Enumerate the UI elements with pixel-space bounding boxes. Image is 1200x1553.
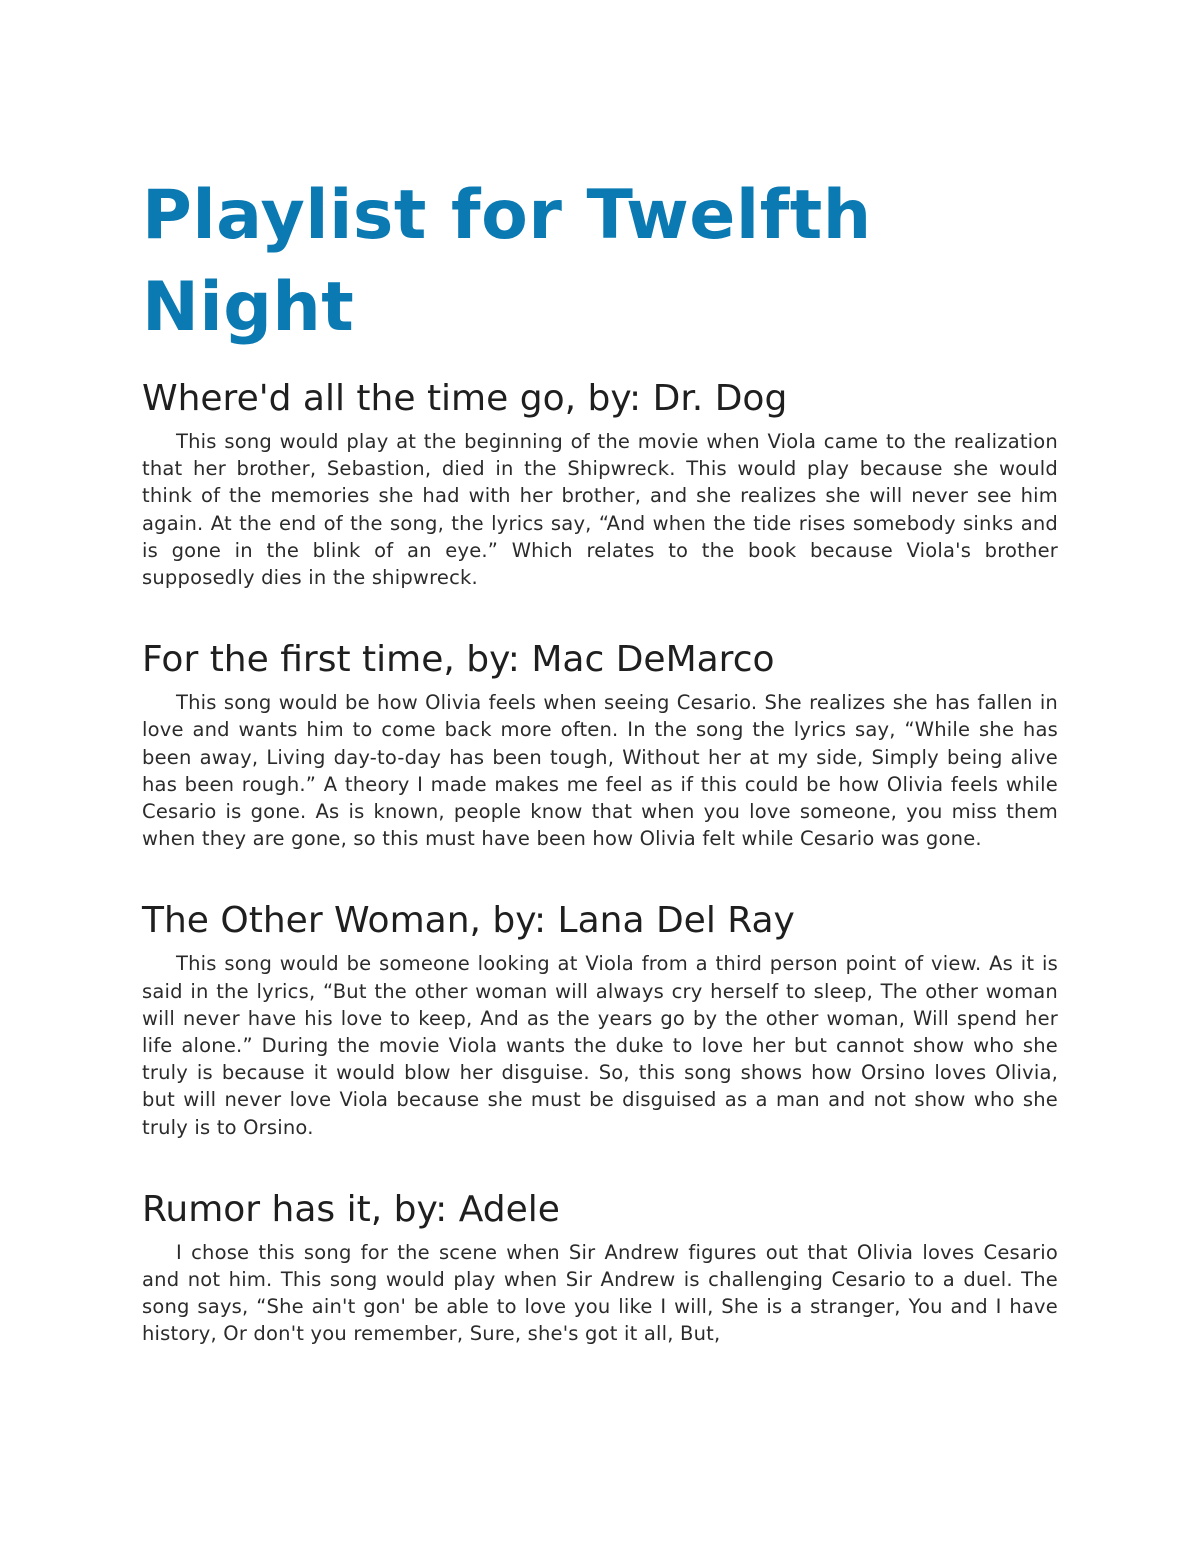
document-title: Playlist for Twelfth Night [142,176,872,347]
song-section-1 [142,376,1058,591]
song-heading: Where'd all the time go, by: Dr. Dog [142,378,788,419]
song-section-3 [142,898,1058,1140]
song-heading: For the first time, by: Mac DeMarco [142,639,775,681]
document-page [142,170,1058,1348]
song-section-4 [142,1187,1058,1348]
song-description: This song would play at the beginning of the movie when Viola came to the realization that her brother, Sebastion, died in the Shipwreck. This would play because she would think of the memories she had with her brother, and she realizes she will never see him again. At the end of the song, the lyrics say, “And when the tide rises somebody sinks and is gone in the blink of an eye.” Which relates to the book because Viola's brother supposedly dies in the shipwreck. [142,430,1058,590]
song-section-2 [142,637,1058,852]
song-description: This song would be someone looking at Viola from a third person point of view. As it is said in the lyrics, “But the other woman will always cry herself to sleep, The other woman will never have his love to keep, And as the years go by the other woman, Will spend her life alone.” During the movie Viola wants the duke to love her but cannot show who she truly is because it would blow her disguise. So, this song shows how Orsino loves Olivia, but will never love Viola because she must be disguised as a man and not show who she truly is to Orsino. [142,952,1058,1139]
song-description: I chose this song for the scene when Sir Andrew figures out that Olivia loves Cesario and not him. This song would play when Sir Andrew is challenging Cesario to a duel. The song says, “She ain't gon' be able to love you like I will, She is a stranger, You and I have history, Or don't you remember, Sure, she's got it all, But, [142,1240,1058,1346]
song-heading: The Other Woman, by: Lana Del Ray [142,900,795,942]
song-heading: Rumor has it, by: Adele [142,1188,560,1230]
song-description: This song would be how Olivia feels when seeing Cesario. She realizes she has fallen in love and wants him to come back more often. In the song the lyrics say, “While she has been away, Living day-to-day has been tough, Without her at my side, Simply being alive has been rough.” A theory I made makes me feel as if this could be how Olivia feels while Cesario is gone. As is known, people know that when you love someone, you miss them when they are gone, so this must have been how Olivia felt while Cesario was gone. [142,691,1058,851]
